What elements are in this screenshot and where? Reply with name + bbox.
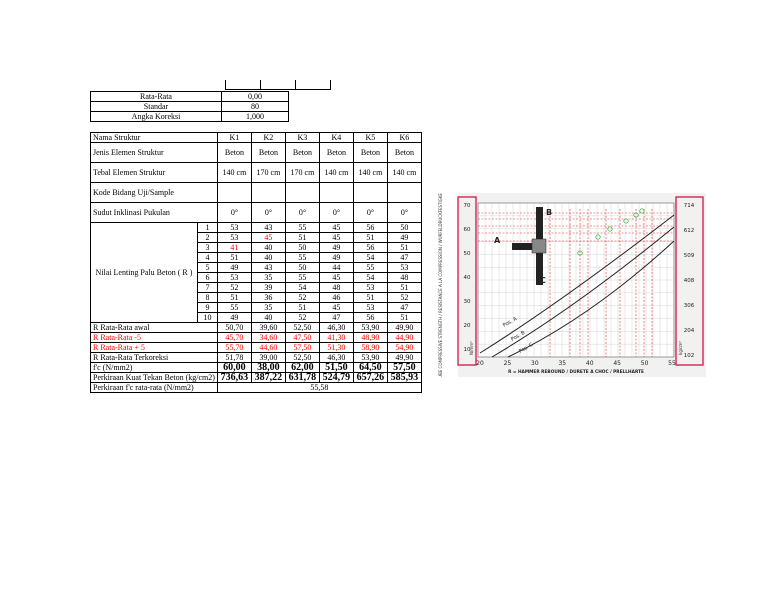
bottom-tick: 45	[613, 360, 621, 367]
rebound-index: 4	[197, 253, 217, 263]
right-tick: 408	[683, 278, 695, 284]
property-value	[319, 183, 353, 203]
x-caption: R = HAMMER REBOUND / DURETE A CHOC / PRELLHARTE	[508, 370, 644, 375]
table-header-row	[91, 133, 422, 143]
rebound-index: 9	[197, 303, 217, 313]
rebound-value: 48	[319, 283, 353, 293]
summary-row	[91, 363, 422, 373]
rebound-value: 49	[319, 253, 353, 263]
summary-value: 49,90	[387, 353, 421, 363]
header-label: Nama Struktur	[91, 133, 218, 143]
summary-value: 51,50	[319, 363, 353, 373]
property-value: 170 cm	[285, 163, 319, 183]
stat-label: Standar	[91, 102, 222, 112]
rebound-value: 55	[353, 263, 387, 273]
summary-value: 387,22	[251, 373, 285, 383]
summary-value: 46,30	[319, 353, 353, 363]
property-value: 170 cm	[251, 163, 285, 183]
rebound-table	[90, 132, 422, 393]
property-value: 0°	[353, 203, 387, 223]
property-label: Tebal Elemen Struktur	[91, 163, 218, 183]
rebound-value: 43	[251, 263, 285, 273]
curve-label: Pos. B	[510, 329, 527, 343]
curve-label: Pos. A	[502, 315, 519, 329]
rebound-value: 51	[285, 233, 319, 243]
position-marker: B	[546, 208, 553, 217]
property-value	[353, 183, 387, 203]
rebound-value: 54	[353, 273, 387, 283]
summary-value: 47,50	[285, 333, 319, 343]
bottom-tick: 20	[476, 360, 484, 367]
curve-label: Pos. C	[518, 341, 535, 355]
rebound-value: 49	[319, 243, 353, 253]
rebound-value: 40	[251, 243, 285, 253]
property-value: 0°	[217, 203, 251, 223]
property-row	[91, 143, 422, 163]
summary-value: 50,70	[217, 323, 251, 333]
rebound-value: 51	[353, 233, 387, 243]
rebound-value: 47	[387, 303, 421, 313]
stat-label: Rata-Rata	[91, 92, 222, 102]
summary-value: 736,63	[217, 373, 251, 383]
summary-label: R Rata-Rata awal	[91, 323, 218, 333]
summary-value: 45,70	[217, 333, 251, 343]
hammer-b-icon	[536, 207, 543, 239]
summary-value: 57,50	[387, 363, 421, 373]
rebound-index: 6	[197, 273, 217, 283]
rebound-value: 51	[387, 283, 421, 293]
summary-label: f'c (N/mm2)	[91, 363, 218, 373]
left-tick: 30	[463, 299, 471, 305]
rebound-value: 46	[319, 293, 353, 303]
left-unit: N/mm²	[469, 341, 474, 355]
rebound-value: 52	[387, 293, 421, 303]
rebound-value: 51	[217, 253, 251, 263]
property-row	[91, 163, 422, 183]
property-value: 0°	[251, 203, 285, 223]
right-unit: kg/cm²	[678, 341, 683, 355]
right-tick: 306	[683, 303, 695, 309]
rebound-value: 48	[387, 273, 421, 283]
rebound-index: 3	[197, 243, 217, 253]
side-strip	[430, 193, 458, 377]
rebound-value: 40	[251, 313, 285, 323]
rebound-value: 39	[251, 283, 285, 293]
rebound-value: 51	[353, 293, 387, 303]
rebound-value: 47	[319, 313, 353, 323]
right-tick: 714	[683, 203, 695, 209]
property-label: Jenis Elemen Struktur	[91, 143, 218, 163]
rebound-value: 49	[217, 263, 251, 273]
stub-cell	[261, 80, 296, 90]
hammer-chart-svg	[430, 193, 706, 377]
rebound-value: 55	[285, 273, 319, 283]
summary-label: Perkiraan Kuat Tekan Beton (kg/cm2)	[91, 373, 218, 383]
rebound-value: 49	[387, 233, 421, 243]
stat-value: 80	[222, 102, 289, 112]
right-tick: 204	[683, 328, 695, 334]
rebound-row	[91, 223, 422, 233]
rebound-value: 51	[387, 243, 421, 253]
rebound-value: 55	[217, 303, 251, 313]
property-row	[91, 203, 422, 223]
summary-value: 44,60	[251, 343, 285, 353]
summary-value: 585,93	[387, 373, 421, 383]
rebound-value: 56	[353, 223, 387, 233]
rebound-value: 50	[387, 223, 421, 233]
rebound-value: 41	[217, 243, 251, 253]
left-tick: 50	[463, 251, 471, 257]
left-tick: 70	[463, 203, 471, 209]
average-value: 55,58	[217, 383, 421, 393]
rebound-value: 53	[217, 223, 251, 233]
rebound-value: 51	[217, 293, 251, 303]
rebound-index: 2	[197, 233, 217, 243]
average-label: Perkiraan f'c rata-rata (N/mm2)	[91, 383, 218, 393]
summary-label: R Rata-Rata Terkoreksi	[91, 353, 218, 363]
summary-value: 631,78	[285, 373, 319, 383]
rebound-label: Nilai Lenting Palu Beton ( R )	[91, 223, 198, 323]
summary-row	[91, 323, 422, 333]
property-value: Beton	[353, 143, 387, 163]
summary-row	[91, 333, 422, 343]
left-tick: 10	[463, 347, 471, 353]
bottom-tick: 55	[668, 360, 676, 367]
bottom-tick: 25	[503, 360, 512, 367]
rebound-value: 55	[285, 253, 319, 263]
summary-value: 44,90	[387, 333, 421, 343]
side-caption: Fr. CUBE COMPRESSIVE STRENGTH / RESISTANCE A LA COMPRESSION / WURFELDRUCKFESTIGKEIT	[438, 193, 443, 377]
summary-value: 55,70	[217, 343, 251, 353]
summary-value: 58,90	[353, 343, 387, 353]
summary-row	[91, 343, 422, 353]
rebound-index: 7	[197, 283, 217, 293]
summary-value: 49,90	[387, 323, 421, 333]
property-value: 140 cm	[387, 163, 421, 183]
property-value: 0°	[387, 203, 421, 223]
rebound-value: 45	[319, 273, 353, 283]
rebound-value: 35	[251, 273, 285, 283]
rebound-index: 1	[197, 223, 217, 233]
rebound-value: 43	[251, 223, 285, 233]
stub-cell	[296, 80, 331, 90]
summary-value: 46,30	[319, 323, 353, 333]
left-tick: 60	[463, 227, 471, 233]
property-value	[285, 183, 319, 203]
summary-value: 524,79	[319, 373, 353, 383]
rebound-value: 50	[285, 263, 319, 273]
summary-label: R Rata-Rata -5	[91, 333, 218, 343]
summary-value: 41,30	[319, 333, 353, 343]
stat-value: 0,00	[222, 92, 289, 102]
summary-value: 39,60	[251, 323, 285, 333]
rebound-value: 54	[285, 283, 319, 293]
rebound-value: 52	[285, 293, 319, 303]
summary-value: 39,00	[251, 353, 285, 363]
rebound-index: 10	[197, 313, 217, 323]
average-row	[91, 383, 422, 393]
summary-value: 52,50	[285, 323, 319, 333]
right-tick: 102	[683, 353, 695, 359]
summary-value: 52,50	[285, 353, 319, 363]
property-value	[251, 183, 285, 203]
property-value	[387, 183, 421, 203]
property-value: Beton	[251, 143, 285, 163]
summary-value: 64,50	[353, 363, 387, 373]
column-header: K4	[319, 133, 353, 143]
rebound-value: 53	[217, 273, 251, 283]
summary-label: R Rata-Rata + 5	[91, 343, 218, 353]
property-value	[217, 183, 251, 203]
property-value: 0°	[319, 203, 353, 223]
summary-value: 54,90	[387, 343, 421, 353]
property-value: 0°	[285, 203, 319, 223]
left-tick: 20	[463, 323, 471, 329]
column-header: K1	[217, 133, 251, 143]
stat-label: Angka Koreksi	[91, 112, 222, 122]
rebound-value: 45	[251, 233, 285, 243]
summary-value: 60,00	[217, 363, 251, 373]
property-value: 140 cm	[353, 163, 387, 183]
summary-value: 53,90	[353, 323, 387, 333]
bottom-tick: 30	[531, 360, 539, 367]
summary-value: 51,78	[217, 353, 251, 363]
summary-value: 62,00	[285, 363, 319, 373]
summary-row	[91, 353, 422, 363]
property-row	[91, 183, 422, 203]
rebound-value: 45	[319, 223, 353, 233]
rebound-value: 52	[285, 313, 319, 323]
rebound-value: 50	[285, 243, 319, 253]
summary-value: 53,90	[353, 353, 387, 363]
rebound-value: 51	[285, 303, 319, 313]
column-header: K5	[353, 133, 387, 143]
test-surface-icon	[532, 239, 546, 253]
left-tick: 40	[463, 275, 471, 281]
column-header: K3	[285, 133, 319, 143]
rebound-value: 53	[353, 303, 387, 313]
bottom-tick: 50	[640, 360, 649, 367]
bottom-tick: 35	[558, 360, 567, 367]
stat-value: 1,000	[222, 112, 289, 122]
property-value: Beton	[319, 143, 353, 163]
rebound-value: 35	[251, 303, 285, 313]
right-tick: 612	[683, 228, 695, 234]
rebound-value: 44	[319, 263, 353, 273]
bottom-tick: 40	[585, 360, 594, 367]
summary-value: 34,60	[251, 333, 285, 343]
rebound-value: 51	[387, 313, 421, 323]
rebound-value: 56	[353, 313, 387, 323]
summary-value: 38,00	[251, 363, 285, 373]
rebound-value: 53	[387, 263, 421, 273]
summary-value: 48,90	[353, 333, 387, 343]
right-tick: 509	[683, 253, 695, 259]
summary-value: 657,26	[353, 373, 387, 383]
property-label: Kode Bidang Uji/Sample	[91, 183, 218, 203]
rebound-value: 40	[251, 253, 285, 263]
rebound-value: 55	[285, 223, 319, 233]
rebound-value: 49	[217, 313, 251, 323]
column-header: K2	[251, 133, 285, 143]
rebound-index: 8	[197, 293, 217, 303]
rebound-value: 53	[217, 233, 251, 243]
property-value: Beton	[217, 143, 251, 163]
property-label: Sudut Inklinasi Pukulan	[91, 203, 218, 223]
rebound-index: 5	[197, 263, 217, 273]
rebound-value: 36	[251, 293, 285, 303]
rebound-value: 45	[319, 303, 353, 313]
rebound-value: 47	[387, 253, 421, 263]
position-marker: C	[540, 276, 546, 285]
stats-table	[90, 91, 289, 122]
summary-row	[91, 373, 422, 383]
rebound-value: 52	[217, 283, 251, 293]
property-value: Beton	[285, 143, 319, 163]
stub-cell	[226, 80, 261, 90]
property-value: 140 cm	[217, 163, 251, 183]
position-marker: A	[494, 236, 501, 245]
rebound-value: 45	[319, 233, 353, 243]
property-value: Beton	[387, 143, 421, 163]
summary-value: 51,30	[319, 343, 353, 353]
rebound-table-body	[91, 133, 422, 393]
rebound-value: 53	[353, 283, 387, 293]
property-value: 140 cm	[319, 163, 353, 183]
column-header: K6	[387, 133, 421, 143]
rebound-value: 54	[353, 253, 387, 263]
hammer-chart	[430, 193, 706, 377]
summary-value: 57,50	[285, 343, 319, 353]
top-stub-table	[225, 80, 331, 90]
rebound-value: 56	[353, 243, 387, 253]
